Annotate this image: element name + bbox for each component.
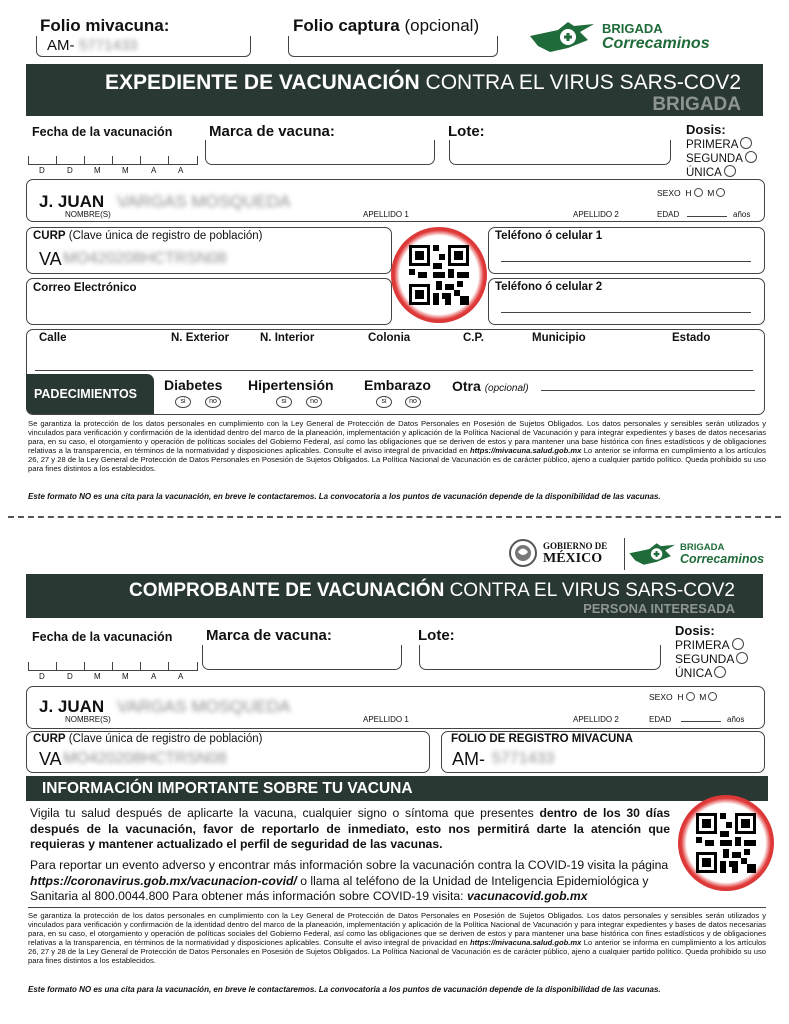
folio-prefix: AM-: [47, 37, 75, 54]
comprobante-subtitle: PERSONA INTERESADA: [583, 601, 735, 616]
nota-formato-1: Este formato NO es una cita para la vacunación, en breve le contactaremos. La convocatoria a los puntos de vacunación depende de la disponibilidad de las vacunas.: [28, 492, 661, 501]
brigada-correcaminos-logo: [528, 18, 718, 58]
comprobante-title-bar: [26, 574, 763, 618]
sexo-h-radio[interactable]: [694, 188, 703, 197]
n-interior-label: N. Interior: [260, 332, 315, 344]
curp-redacted: MO420208HCTRSN08: [63, 750, 227, 767]
date-letter: A: [178, 166, 184, 175]
dosis-primera: PRIMERA: [675, 638, 730, 652]
folio-mivacuna-field[interactable]: [36, 36, 251, 57]
sexo-label: SEXO H M: [657, 188, 725, 198]
nombre-box[interactable]: [26, 686, 765, 729]
nombres-label: NOMBRE(S): [65, 715, 111, 724]
dosis-segunda-radio[interactable]: [745, 151, 757, 163]
dosis-segunda-radio[interactable]: [736, 652, 748, 664]
coat-of-arms-icon: [508, 538, 538, 568]
curp-value: VA: [39, 249, 62, 269]
dosis-label: Dosis:: [675, 623, 715, 638]
curp-label: CURP (Clave única de registro de población): [33, 230, 263, 242]
colonia-label: Colonia: [368, 332, 411, 344]
nota-formato-2: Este formato NO es una cita para la vacunación, en breve le contactaremos. La convocatoria a los puntos de vacunación depende de la disponibilidad de las vacunas.: [28, 985, 661, 994]
aviso-privacidad-2: Se garantiza la protección de los datos personales en cumplimiento con la Ley General de Protección de Datos Personales en Posesión de Sujetos Obligados. Los datos personales y sensibles serán utilizados y vinculados para verificación y confirmación de la identidad dentro del marco de la planeación, implementación y aplicación de la Política Nacional de Vacunación y para integrar expedientes y bases de datos necesarias para, en su caso, el otorgamiento y operación de políticas sociales del Gobierno Federal, así como las obligaciones que se deriven de estos y para mantener una base histórica con fines estadísticos y de obligaciones relativas a la transparencia, en términos de la normatividad y disposiciones aplicables. Consulte el aviso integral de privacidad en https://mivacuna.salud.gob.mx Lo anterior se informa en cumplimiento a los artículos 26, 27 y 28 de la Ley General de Protección de Datos Personales en Posesión de Sujetos Obligados. La Política Nacional de Vacunación es de carácter público, ajeno a cualquier partido político. Queda prohibido su uso para fines distintos a los establecidos.: [28, 911, 766, 965]
gobierno-line2: MÉXICO: [543, 551, 603, 566]
roadrunner-icon: [528, 18, 598, 56]
telefono1-box[interactable]: [488, 227, 765, 274]
anos-label: años: [733, 210, 751, 219]
date-letter: D: [67, 166, 73, 175]
dosis-segunda: SEGUNDA: [675, 652, 735, 666]
lote-label: Lote:: [418, 627, 455, 644]
anos-label: años: [727, 715, 745, 724]
cut-line: [8, 516, 781, 518]
folio-registro-label: FOLIO DE REGISTRO MIVACUNA: [451, 733, 633, 745]
brand-brigada: BRIGADA: [602, 21, 663, 36]
estado-label: Estado: [672, 332, 711, 344]
hipertension-si[interactable]: si: [276, 396, 292, 408]
gobierno-mexico-logo: [508, 538, 620, 570]
diabetes-si[interactable]: si: [175, 396, 191, 408]
edad-label: EDAD: [657, 210, 680, 219]
folio-registro-prefix: AM-: [452, 749, 485, 769]
expediente-title: EXPEDIENTE DE VACUNACIÓN CONTRA EL VIRUS SARS-COV2: [105, 71, 741, 94]
sexo-label: SEXO H M: [649, 692, 717, 702]
curp-redacted: MO420208HCTRSN08: [63, 250, 227, 267]
qr-code-expediente: [391, 227, 487, 323]
date-letter: M: [122, 672, 129, 681]
reporte-paragraph: Para reportar un evento adverso y encontrar más información sobre la vacunación contra la COVID-19 visita la página https://coronavirus.gob.mx/vacunacion-covid/ o llama al teléfono de la Unidad de Inteligencia Epidemiológica y Sanitaria al 800.0044.800 Para obtener más información sobre COVID-19 visita: vacunacovid.gob.mx: [30, 858, 669, 904]
curp-value: VA: [39, 749, 62, 769]
apellido1-label: APELLIDO 1: [363, 210, 409, 219]
dosis-primera-radio[interactable]: [732, 638, 744, 650]
vigilancia-paragraph: Vigila tu salud después de aplicarte la vacuna, cualquier signo o síntoma que presentes dentro de los 30 días después de la vacunación, favor de reportarlo de inmediato, esto nos permitirá darte la atención que requieras y mantener actualizado el perfil de seguridad de las vacunas.: [30, 806, 671, 852]
fecha-field[interactable]: [28, 152, 198, 165]
brand-brigada: BRIGADA: [680, 542, 725, 553]
brand-correcaminos: Correcaminos: [602, 35, 710, 52]
aviso-privacidad-1: Se garantiza la protección de los datos personales en cumplimiento con la Ley General de Protección de Datos Personales en Posesión de Sujetos Obligados. Los datos personales y sensibles serán utilizados y vinculados para verificación y confirmación de la identidad dentro del marco de la planeación, implementación y aplicación de la Política Nacional de Vacunación y para integrar expedientes y bases de datos necesarias para, en su caso, el otorgamiento y operación de políticas sociales del Gobierno Federal, así como las obligaciones que se deriven de estos y para mantener una base histórica con fines estadísticos y de obligaciones relativas a la transparencia, en términos de la normatividad y disposiciones aplicables. Consulte el aviso integral de privacidad en https://mivacuna.salud.gob.mx Lo anterior se informa en cumplimiento a los artículos 26, 27 y 28 de la Ley General de Protección de Datos Personales en Posesión de Sujetos Obligados. La Política Nacional de Vacunación es de carácter público, ajeno a cualquier partido político. Queda prohibido su uso para fines distintos a los establecidos.: [28, 419, 766, 473]
telefono2-label: Teléfono ó celular 2: [495, 281, 603, 293]
date-letter: D: [39, 672, 45, 681]
n-exterior-label: N. Exterior: [171, 332, 230, 344]
dosis-label: Dosis:: [686, 122, 726, 137]
dosis-unica-radio[interactable]: [724, 165, 736, 177]
otra-field[interactable]: [541, 390, 755, 391]
date-letter: A: [151, 166, 157, 175]
qr-code-icon: [409, 245, 469, 305]
folio-number-redacted: 5771433: [79, 37, 138, 54]
gobierno-line1: GOBIERNO DE: [543, 541, 608, 551]
dosis-primera-radio[interactable]: [740, 137, 752, 149]
nombre-box[interactable]: [26, 179, 765, 222]
fecha-field[interactable]: [28, 658, 198, 671]
correo-box[interactable]: [26, 278, 392, 325]
embarazo-no[interactable]: no: [405, 396, 421, 408]
dosis-group: [686, 122, 766, 179]
calle-label: Calle: [39, 332, 67, 344]
logo-divider: [624, 538, 625, 570]
info-importante-title: INFORMACIÓN IMPORTANTE SOBRE TU VACUNA: [42, 780, 413, 797]
fecha-label: Fecha de la vacunación: [32, 630, 173, 644]
condition-embarazo: Embarazo: [364, 377, 431, 393]
nombre-value: J. JUAN: [39, 192, 105, 211]
apellidos-redacted: VARGAS MOSQUEDA: [117, 192, 291, 211]
lote-field[interactable]: [419, 645, 661, 670]
lote-field[interactable]: [449, 140, 671, 165]
roadrunner-icon: [628, 540, 678, 568]
apellido2-label: APELLIDO 2: [573, 210, 619, 219]
brigada-correcaminos-logo-2: [628, 538, 768, 570]
marca-label: Marca de vacuna:: [209, 123, 335, 140]
dosis-unica: ÚNICA: [675, 666, 713, 680]
marca-label: Marca de vacuna:: [206, 627, 332, 644]
date-letter: M: [122, 166, 129, 175]
diabetes-no[interactable]: no: [205, 396, 221, 408]
edad-label: EDAD: [649, 715, 672, 724]
marca-field[interactable]: [205, 140, 435, 165]
date-letter: M: [94, 166, 101, 175]
condition-hipertension: Hipertensión: [248, 377, 334, 393]
curp-box[interactable]: [26, 731, 430, 773]
apellidos-redacted: VARGAS MOSQUEDA: [117, 697, 291, 716]
date-letter: A: [151, 672, 157, 681]
correo-label: Correo Electrónico: [33, 282, 137, 294]
date-letter: D: [67, 672, 73, 681]
dosis-unica-radio[interactable]: [714, 666, 726, 678]
marca-field[interactable]: [202, 645, 402, 670]
divider-line: [28, 907, 766, 908]
otra-label: Otra (opcional): [452, 378, 529, 394]
fecha-label: Fecha de la vacunación: [32, 125, 173, 139]
brand-correcaminos: Correcaminos: [680, 552, 765, 566]
sexo-h-radio[interactable]: [686, 692, 695, 701]
qr-code-comprobante: [678, 795, 774, 891]
embarazo-si[interactable]: si: [376, 396, 392, 408]
municipio-label: Municipio: [532, 332, 586, 344]
hipertension-no[interactable]: no: [306, 396, 322, 408]
dosis-segunda: SEGUNDA: [686, 153, 743, 165]
date-letter: A: [178, 672, 184, 681]
nombre-value: J. JUAN: [39, 697, 105, 716]
apellido2-label: APELLIDO 2: [573, 715, 619, 724]
lote-label: Lote:: [448, 123, 485, 140]
sexo-m-radio[interactable]: [716, 188, 725, 197]
folio-registro-box[interactable]: [441, 731, 765, 773]
curp-label: CURP (Clave única de registro de población): [33, 733, 263, 745]
nombres-label: NOMBRE(S): [65, 210, 111, 219]
expediente-subtitle: BRIGADA: [652, 94, 741, 115]
folio-mivacuna-label: Folio mivacuna:: [40, 16, 170, 35]
dosis-group: [675, 623, 765, 680]
cp-label: C.P.: [463, 332, 484, 344]
qr-code-icon: [696, 813, 756, 873]
date-letter: M: [94, 672, 101, 681]
folio-captura-label: Folio captura (opcional): [293, 16, 480, 35]
telefono2-box[interactable]: [488, 278, 765, 325]
date-letter: D: [39, 166, 45, 175]
condition-diabetes: Diabetes: [164, 377, 223, 393]
telefono1-label: Teléfono ó celular 1: [495, 230, 603, 242]
folio-registro-redacted: 5771433: [492, 750, 555, 767]
dosis-unica: ÚNICA: [686, 167, 722, 179]
dosis-primera: PRIMERA: [686, 139, 739, 151]
expediente-title-bar: [26, 64, 763, 116]
curp-box[interactable]: [26, 227, 392, 274]
comprobante-title: COMPROBANTE DE VACUNACIÓN CONTRA EL VIRUS SARS-COV2: [129, 580, 735, 601]
sexo-m-radio[interactable]: [708, 692, 717, 701]
padecimientos-label: PADECIMIENTOS: [26, 374, 154, 414]
apellido1-label: APELLIDO 1: [363, 715, 409, 724]
info-importante-bar: [26, 776, 768, 801]
folio-captura-field[interactable]: [288, 36, 498, 57]
